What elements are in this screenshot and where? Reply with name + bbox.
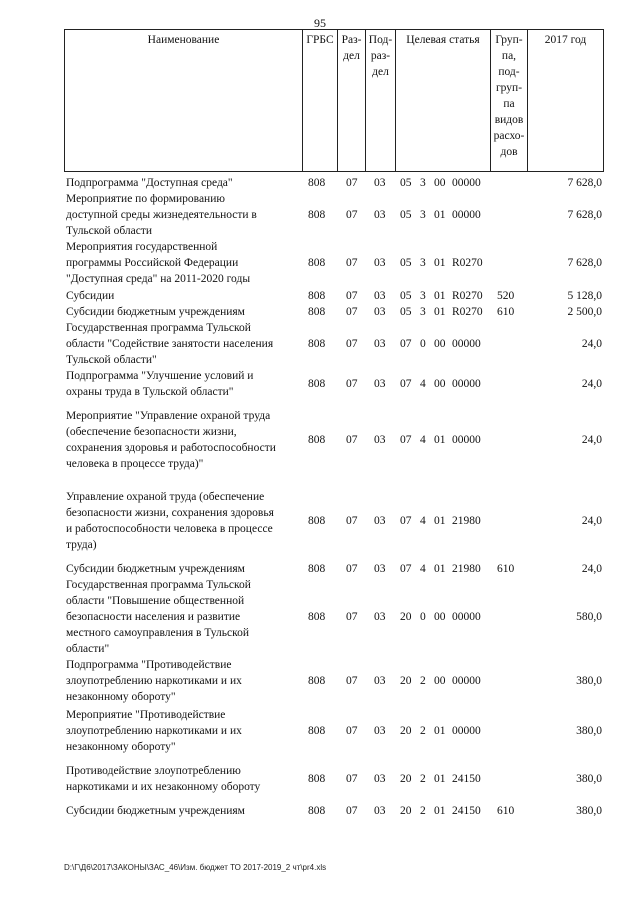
cell-target-program: 05 xyxy=(400,257,412,269)
header-gruppa-line: дов xyxy=(500,146,518,158)
cell-razdel: 07 xyxy=(346,515,358,527)
row-name-line: наркотиками и их незаконному обороту xyxy=(66,781,261,793)
cell-razdel: 07 xyxy=(346,290,358,302)
cell-target-subprogram: 0 xyxy=(420,611,426,623)
row-name-line: злоупотреблению наркотиками и их xyxy=(66,675,242,687)
cell-target-direction: 00000 xyxy=(452,338,481,350)
header-razdel-line: Раз- xyxy=(341,34,362,46)
header-gruppa-line: груп- xyxy=(495,82,523,94)
table-row xyxy=(0,577,640,657)
cell-target-subprogram: 4 xyxy=(420,378,426,390)
cell-razdel: 07 xyxy=(346,177,358,189)
row-name-line: Субсидии бюджетным учреждениям xyxy=(66,805,245,817)
row-name xyxy=(66,368,300,400)
cell-target-event: 01 xyxy=(434,290,446,302)
header-gruppa-line: Груп- xyxy=(495,34,523,46)
cell-grbs: 808 xyxy=(308,434,326,446)
cell-target-direction: 00000 xyxy=(452,611,481,623)
cell-podrazdel: 03 xyxy=(374,563,386,575)
row-name xyxy=(66,489,300,553)
cell-grbs: 808 xyxy=(308,515,326,527)
cell-razdel: 07 xyxy=(346,306,358,318)
row-name-line: Субсидии xyxy=(66,290,115,302)
table-row xyxy=(0,803,640,819)
table-row xyxy=(0,239,640,287)
header-podrazdel-line: Под- xyxy=(368,34,393,46)
cell-target-direction: 21980 xyxy=(452,563,481,575)
cell-target-event: 01 xyxy=(434,209,446,221)
cell-target-program: 07 xyxy=(400,338,412,350)
cell-target-event: 01 xyxy=(434,257,446,269)
row-name xyxy=(66,288,300,304)
cell-grbs: 808 xyxy=(308,611,326,623)
cell-razdel: 07 xyxy=(346,257,358,269)
cell-target-event: 00 xyxy=(434,675,446,687)
row-name-line: "Доступная среда" на 2011-2020 годы xyxy=(66,273,251,285)
cell-grbs: 808 xyxy=(308,290,326,302)
cell-target-event: 01 xyxy=(434,725,446,737)
cell-podrazdel: 03 xyxy=(374,378,386,390)
cell-target-direction: 00000 xyxy=(452,675,481,687)
cell-grbs: 808 xyxy=(308,338,326,350)
cell-grbs: 808 xyxy=(308,306,326,318)
row-name-line: Субсидии бюджетным учреждениям xyxy=(66,306,245,318)
cell-value-2017: 7 628,0 xyxy=(567,257,602,269)
table-row xyxy=(0,489,640,553)
cell-razdel: 07 xyxy=(346,675,358,687)
row-name-line: Субсидии бюджетным учреждениям xyxy=(66,563,245,575)
file-path-footer: D:\Г\Д6\2017\ЗАКОНЫ\ЗАС_46\Изм. бюджет ТО 2017-2019_2 чт\pr4.xls xyxy=(64,863,327,872)
cell-razdel: 07 xyxy=(346,434,358,446)
cell-value-2017: 5 128,0 xyxy=(567,290,602,302)
cell-grbs: 808 xyxy=(308,378,326,390)
cell-target-subprogram: 3 xyxy=(420,257,426,269)
row-name-line: сохранения здоровья и работоспособности xyxy=(66,442,276,454)
cell-target-subprogram: 2 xyxy=(420,773,426,785)
row-name-line: доступной среды жизнедеятельности в xyxy=(66,209,257,221)
cell-target-direction: 24150 xyxy=(452,773,481,785)
cell-razdel: 07 xyxy=(346,611,358,623)
cell-target-subprogram: 3 xyxy=(420,306,426,318)
row-name-line: Подпрограмма "Противодействие xyxy=(66,659,232,671)
header-name: Наименование xyxy=(64,29,302,172)
cell-target-subprogram: 2 xyxy=(420,805,426,817)
cell-podrazdel: 03 xyxy=(374,306,386,318)
cell-target-event: 00 xyxy=(434,177,446,189)
cell-target-direction: 21980 xyxy=(452,515,481,527)
row-name-line: Мероприятие "Противодействие xyxy=(66,709,226,721)
table-row xyxy=(0,763,640,795)
cell-razdel: 07 xyxy=(346,338,358,350)
cell-target-event: 01 xyxy=(434,773,446,785)
row-name-line: Подпрограмма "Улучшение условий и xyxy=(66,370,254,382)
header-razdel-line: дел xyxy=(343,50,360,62)
cell-value-2017: 24,0 xyxy=(581,515,602,527)
cell-target-program: 20 xyxy=(400,805,412,817)
row-name xyxy=(66,408,300,472)
cell-target-program: 07 xyxy=(400,515,412,527)
cell-grbs: 808 xyxy=(308,725,326,737)
cell-value-2017: 2 500,0 xyxy=(567,306,602,318)
cell-target-direction: R0270 xyxy=(452,257,483,269)
row-name xyxy=(66,803,300,819)
cell-value-2017: 380,0 xyxy=(576,805,602,817)
row-name-line: Подпрограмма "Доступная среда" xyxy=(66,177,233,189)
header-podrazdel xyxy=(365,29,395,172)
cell-podrazdel: 03 xyxy=(374,177,386,189)
row-name xyxy=(66,763,300,795)
cell-grbs: 808 xyxy=(308,177,326,189)
row-name-line: охраны труда в Тульской области" xyxy=(66,386,234,398)
cell-podrazdel: 03 xyxy=(374,338,386,350)
cell-target-event: 00 xyxy=(434,378,446,390)
table-row xyxy=(0,657,640,705)
row-name-line: программы Российской Федерации xyxy=(66,257,239,269)
cell-target-direction: R0270 xyxy=(452,306,483,318)
row-name-line: Мероприятие "Управление охраной труда xyxy=(66,410,271,422)
cell-value-2017: 24,0 xyxy=(581,378,602,390)
row-name-line: незаконному обороту" xyxy=(66,741,176,753)
cell-expense-group: 610 xyxy=(497,563,515,575)
cell-razdel: 07 xyxy=(346,725,358,737)
cell-target-program: 20 xyxy=(400,611,412,623)
cell-value-2017: 380,0 xyxy=(576,675,602,687)
row-name xyxy=(66,239,300,287)
row-name-line: труда) xyxy=(66,539,97,551)
header-gruppa-line: видов xyxy=(494,114,524,126)
cell-target-event: 01 xyxy=(434,306,446,318)
cell-value-2017: 24,0 xyxy=(581,434,602,446)
row-name xyxy=(66,175,300,191)
row-name xyxy=(66,320,300,368)
header-year: 2017 год xyxy=(527,29,604,172)
cell-target-direction: 00000 xyxy=(452,434,481,446)
row-name xyxy=(66,191,300,239)
cell-podrazdel: 03 xyxy=(374,725,386,737)
cell-value-2017: 7 628,0 xyxy=(567,177,602,189)
row-name-line: Государственная программа Тульской xyxy=(66,579,251,591)
row-name xyxy=(66,707,300,755)
cell-target-event: 01 xyxy=(434,563,446,575)
cell-target-subprogram: 2 xyxy=(420,725,426,737)
cell-target-program: 05 xyxy=(400,209,412,221)
header-gruppa-line: под- xyxy=(498,66,520,78)
cell-target-event: 00 xyxy=(434,611,446,623)
row-name-line: и работоспособности человека в процессе xyxy=(66,523,273,535)
cell-expense-group: 610 xyxy=(497,306,515,318)
table-row xyxy=(0,191,640,239)
cell-target-direction: 24150 xyxy=(452,805,481,817)
table-row xyxy=(0,320,640,368)
cell-razdel: 07 xyxy=(346,563,358,575)
cell-target-event: 01 xyxy=(434,515,446,527)
cell-grbs: 808 xyxy=(308,805,326,817)
cell-podrazdel: 03 xyxy=(374,290,386,302)
cell-value-2017: 24,0 xyxy=(581,338,602,350)
cell-target-program: 20 xyxy=(400,675,412,687)
row-name xyxy=(66,657,300,705)
table-row xyxy=(0,408,640,472)
header-razdel xyxy=(337,29,365,172)
table-row xyxy=(0,707,640,755)
table-row xyxy=(0,175,640,191)
header-gruppa xyxy=(490,29,527,172)
cell-grbs: 808 xyxy=(308,257,326,269)
row-name-line: незаконному обороту" xyxy=(66,691,176,703)
header-gruppa-line: расхо- xyxy=(493,130,525,142)
cell-value-2017: 380,0 xyxy=(576,725,602,737)
cell-podrazdel: 03 xyxy=(374,434,386,446)
row-name-line: области" xyxy=(66,643,110,655)
cell-target-subprogram: 4 xyxy=(420,515,426,527)
cell-target-program: 05 xyxy=(400,306,412,318)
cell-grbs: 808 xyxy=(308,563,326,575)
row-name-line: Тульской области" xyxy=(66,354,157,366)
row-name-line: злоупотреблению наркотиками и их xyxy=(66,725,242,737)
cell-podrazdel: 03 xyxy=(374,209,386,221)
cell-target-direction: 00000 xyxy=(452,209,481,221)
cell-target-program: 07 xyxy=(400,378,412,390)
cell-target-event: 00 xyxy=(434,338,446,350)
cell-target-subprogram: 4 xyxy=(420,434,426,446)
cell-target-program: 07 xyxy=(400,563,412,575)
cell-value-2017: 380,0 xyxy=(576,773,602,785)
cell-grbs: 808 xyxy=(308,773,326,785)
cell-target-direction: 00000 xyxy=(452,177,481,189)
header-gruppa-line: па xyxy=(503,98,515,110)
row-name-line: Государственная программа Тульской xyxy=(66,322,251,334)
cell-target-program: 05 xyxy=(400,290,412,302)
header-gruppa-line: па, xyxy=(501,50,517,62)
cell-grbs: 808 xyxy=(308,209,326,221)
row-name-line: Тульской области xyxy=(66,225,153,237)
header-celevaya: Целевая статья xyxy=(395,29,490,172)
table-row xyxy=(0,288,640,304)
cell-razdel: 07 xyxy=(346,773,358,785)
cell-target-event: 01 xyxy=(434,434,446,446)
row-name-line: местного самоуправления в Тульской xyxy=(66,627,250,639)
table-row xyxy=(0,304,640,320)
cell-razdel: 07 xyxy=(346,209,358,221)
table-row xyxy=(0,368,640,400)
cell-podrazdel: 03 xyxy=(374,611,386,623)
row-name-line: Управление охраной труда (обеспечение xyxy=(66,491,265,503)
row-name-line: человека в процессе труда)" xyxy=(66,458,204,470)
cell-target-program: 07 xyxy=(400,434,412,446)
row-name-line: Мероприятия государственной xyxy=(66,241,218,253)
cell-target-subprogram: 3 xyxy=(420,209,426,221)
row-name-line: (обеспечение безопасности жизни, xyxy=(66,426,237,438)
cell-expense-group: 520 xyxy=(497,290,515,302)
row-name xyxy=(66,561,300,577)
row-name-line: Мероприятие по формированию xyxy=(66,193,225,205)
cell-target-program: 20 xyxy=(400,773,412,785)
cell-grbs: 808 xyxy=(308,675,326,687)
row-name xyxy=(66,304,300,320)
row-name-line: области "Повышение общественной xyxy=(66,595,245,607)
table-row xyxy=(0,561,640,577)
cell-target-event: 01 xyxy=(434,805,446,817)
cell-podrazdel: 03 xyxy=(374,805,386,817)
cell-target-direction: 00000 xyxy=(452,378,481,390)
cell-podrazdel: 03 xyxy=(374,257,386,269)
row-name-line: области "Содействие занятости населения xyxy=(66,338,274,350)
cell-expense-group: 610 xyxy=(497,805,515,817)
cell-target-direction: R0270 xyxy=(452,290,483,302)
page-number: 95 xyxy=(314,16,326,30)
row-name-line: безопасности жизни, сохранения здоровья xyxy=(66,507,274,519)
cell-target-subprogram: 0 xyxy=(420,338,426,350)
row-name xyxy=(66,577,300,657)
row-name-line: Противодействие злоупотреблению xyxy=(66,765,241,777)
cell-value-2017: 24,0 xyxy=(581,563,602,575)
header-podrazdel-line: дел xyxy=(372,66,389,78)
header-podrazdel-line: раз- xyxy=(370,50,391,62)
cell-target-subprogram: 2 xyxy=(420,675,426,687)
cell-podrazdel: 03 xyxy=(374,773,386,785)
cell-target-subprogram: 3 xyxy=(420,177,426,189)
cell-target-program: 05 xyxy=(400,177,412,189)
cell-podrazdel: 03 xyxy=(374,515,386,527)
header-grbs: ГРБС xyxy=(302,29,337,172)
cell-target-subprogram: 3 xyxy=(420,290,426,302)
cell-target-direction: 00000 xyxy=(452,725,481,737)
cell-podrazdel: 03 xyxy=(374,675,386,687)
cell-razdel: 07 xyxy=(346,805,358,817)
cell-razdel: 07 xyxy=(346,378,358,390)
cell-target-subprogram: 4 xyxy=(420,563,426,575)
row-name-line: безопасности населения и развитие xyxy=(66,611,241,623)
cell-value-2017: 7 628,0 xyxy=(567,209,602,221)
cell-target-program: 20 xyxy=(400,725,412,737)
cell-value-2017: 580,0 xyxy=(576,611,602,623)
